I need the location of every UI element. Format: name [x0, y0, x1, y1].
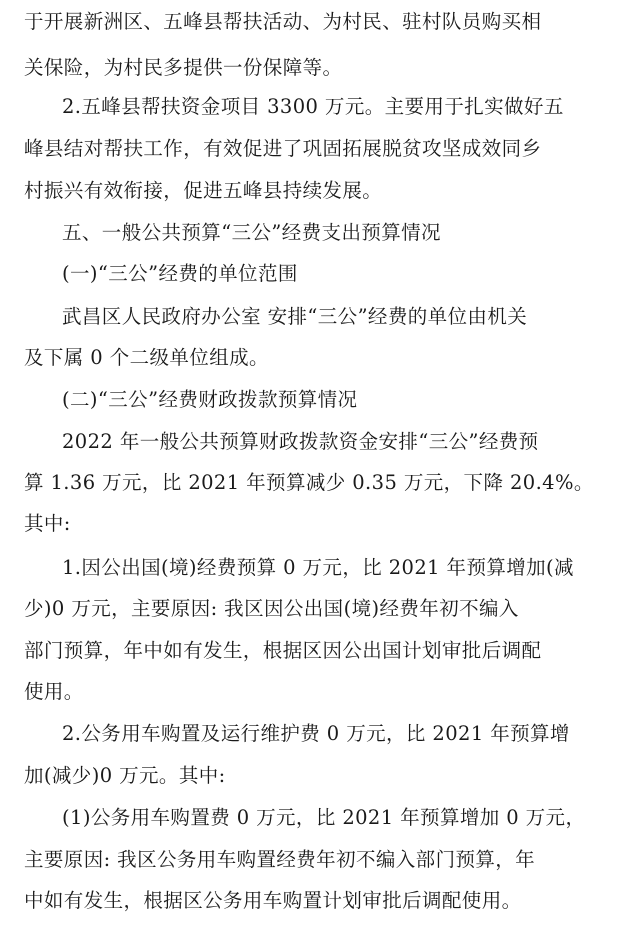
- text-line: 2.五峰县帮扶资金项目 3300 万元。主要用于扎实做好五: [62, 95, 564, 118]
- text-line: 2022 年一般公共预算财政拨款资金安排“三公”经费预: [62, 430, 539, 453]
- section-heading: 五、一般公共预算“三公”经费支出预算情况: [62, 221, 441, 244]
- subsection-heading: (二)“三公”经费财政拨款预算情况: [62, 388, 358, 411]
- subsection-heading: (一)“三公”经费的单位范围: [62, 262, 298, 285]
- text-line: 于开展新洲区、五峰县帮扶活动、为村民、驻村队员购买相: [24, 10, 542, 33]
- text-line: 其中:: [24, 512, 71, 535]
- text-line: 部门预算，年中如有发生，根据区因公出国计划审批后调配: [24, 639, 542, 662]
- text-line: 少)0 万元，主要原因: 我区因公出国(境)经费年初不编入: [24, 597, 519, 620]
- text-line: 算 1.36 万元，比 2021 年预算减少 0.35 万元，下降 20.4%。: [24, 471, 594, 494]
- text-line: 及下属 0 个二级单位组成。: [24, 346, 269, 369]
- text-line: 使用。: [24, 680, 84, 703]
- text-line: 峰县结对帮扶工作，有效促进了巩固拓展脱贫攻坚成效同乡: [24, 137, 542, 160]
- text-line: 加(减少)0 万元。其中:: [24, 764, 226, 787]
- text-line: 中如有发生，根据区公务用车购置计划审批后调配使用。: [24, 889, 522, 912]
- text-line: 1.因公出国(境)经费预算 0 万元，比 2021 年预算增加(减: [62, 556, 574, 579]
- text-line: 主要原因: 我区公务用车购置经费年初不编入部门预算，年: [24, 848, 536, 871]
- text-line: 2.公务用车购置及运行维护费 0 万元，比 2021 年预算增: [62, 722, 570, 745]
- text-line: 关保险，为村民多提供一份保障等。: [24, 56, 343, 79]
- text-line: 武昌区人民政府办公室 安排“三公”经费的单位由机关: [62, 305, 528, 328]
- text-line: 村振兴有效衔接，促进五峰县持续发展。: [24, 179, 383, 202]
- text-line: (1)公务用车购置费 0 万元，比 2021 年预算增加 0 万元，: [62, 806, 586, 829]
